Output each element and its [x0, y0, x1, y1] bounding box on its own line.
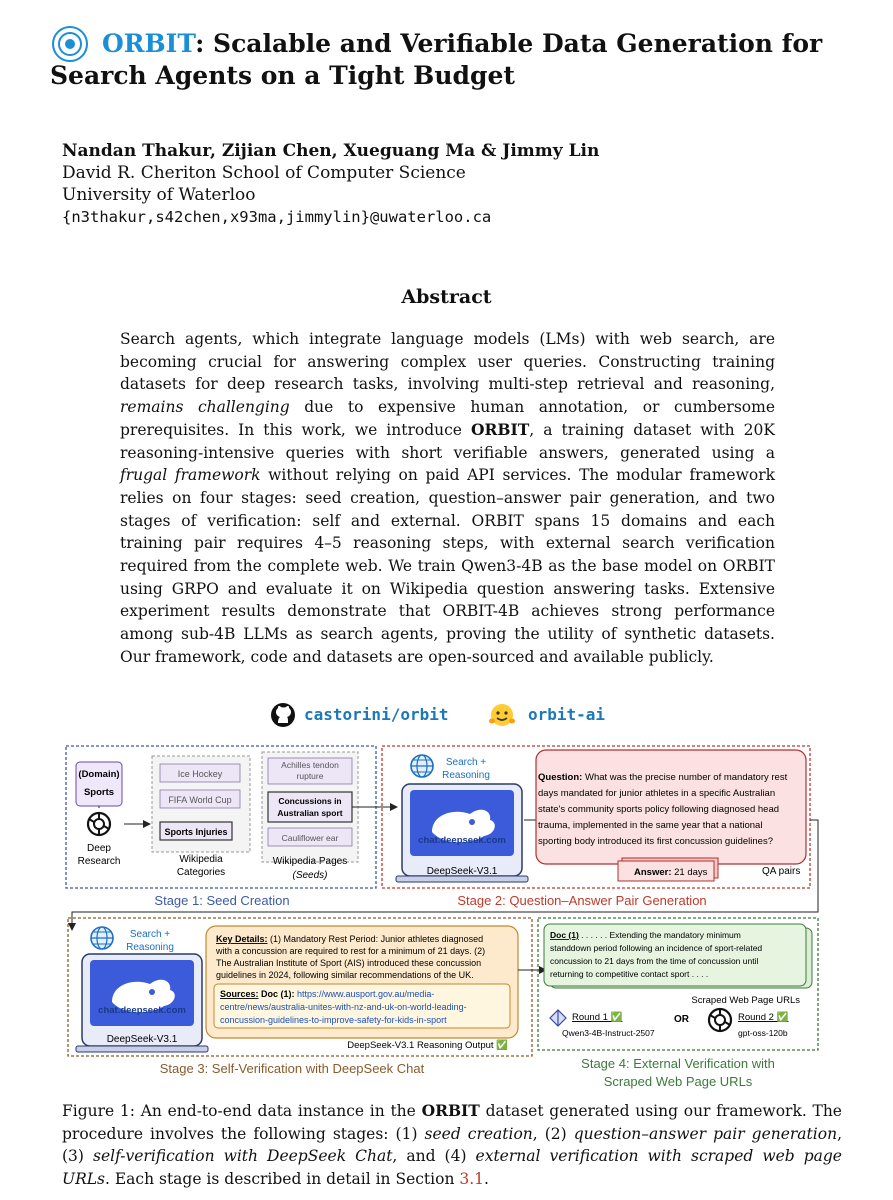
page-3: Cauliflower ear [281, 833, 339, 843]
category-2: FIFA World Cup [168, 795, 232, 805]
page-2b: Australian sport [277, 808, 343, 818]
or-label: OR [674, 1014, 689, 1025]
author-department: David R. Cheriton School of Computer Science [62, 163, 466, 183]
author-university: University of Waterloo [62, 185, 256, 205]
abstract-text: Search agents, which integrate language models (LMs) with web search, are becoming crucial for answering complex user queries. Constructing training datasets for deep research tasks, involving multi-step retrieval and reasoning, [120, 330, 775, 394]
author-block [62, 140, 599, 228]
qa-label: QA pairs [762, 866, 801, 877]
link-row [270, 702, 670, 730]
stage4-label-2: Scraped Web Page URLs [603, 1074, 753, 1089]
abstract-text: without relying on paid API services. The modular framework relies on four stages: seed creation, question–answer pair generation, and two stages of verification: self and external. ORBIT spans 15 domains and each training pair requires 4–5 reasoning steps, with external search verification required from the complete web. We train Qwen3-4B as the base model on ORBIT using GRPO and evaluate it on Wikipedia question answering tasks. Extensive experiment results demonstrate that ORBIT-4B achieves strong performance among sub-4B LLMs as search agents, proving the utility of synthetic datasets. Our framework, code and datasets are open-sourced and available publicly. [120, 466, 775, 666]
search-label-2: Reasoning [126, 942, 174, 953]
deepseek-model: DeepSeek-V3.1 [106, 1034, 178, 1045]
paper-title [50, 28, 850, 92]
caption-emphasis: seed creation [424, 1124, 533, 1143]
round2-label: Round 2 ✅ [738, 1012, 789, 1023]
abstract-text: , a training dataset with 20K reasoning-intensive queries with short verifiable answers, generated using a [120, 420, 775, 462]
caption-text: , and (4) [392, 1147, 476, 1165]
domain-header: (Domain) [78, 769, 120, 780]
openai-icon [88, 813, 110, 835]
category-3: Sports Injuries [164, 827, 228, 837]
abstract-body [120, 328, 775, 669]
github-icon [270, 702, 296, 728]
abstract-bold: ORBIT [470, 419, 530, 439]
abstract-heading: Abstract [401, 286, 492, 308]
page-1a: Achilles tendon [281, 760, 339, 770]
abstract-emphasis: remains challenging [120, 398, 290, 417]
round1-label: Round 1 ✅ [572, 1012, 623, 1023]
title-rest: : Scalable and Verifiable Data Generation for Search Agents on a Tight Budget [50, 29, 823, 90]
globe-icon [411, 755, 433, 777]
doc-line-4: returning to competitive contact sport . . . . [550, 969, 709, 979]
qwen-icon [550, 1010, 566, 1026]
search-label-1: Search + [445, 757, 487, 768]
details-line-1: Key Details: (1) Mandatory Rest Period: Junior athletes diagnosed [216, 934, 484, 944]
author-email: {n3thakur,s42chen,x93ma,jimmylin}@uwaterloo.ca [62, 208, 492, 226]
reasoning-output-label: DeepSeek-V3.1 Reasoning Output ✅ [347, 1040, 508, 1051]
title-highlight: ORBIT [102, 29, 196, 58]
round2-model: gpt-oss-120b [738, 1028, 788, 1038]
figure-caption [62, 1100, 842, 1190]
caption-emphasis: question–answer pair generation [573, 1124, 838, 1143]
stage4-label-1: Stage 4: External Verification with [581, 1056, 775, 1071]
pages-sub: (Seeds) [292, 870, 328, 881]
round1-model: Qwen3-4B-Instruct-2507 [562, 1028, 655, 1038]
section-reference-link[interactable]: 3.1 [459, 1169, 485, 1188]
caption-text: . [484, 1169, 489, 1188]
domain-name: Sports [83, 787, 115, 798]
doc-line-3: concussion to 21 days from the time of concussion until [550, 956, 759, 966]
caption-bold: ORBIT [421, 1101, 480, 1120]
doc-line-2: standdown period following an incidence of sport-related [550, 943, 763, 953]
abstract-text: due to expensive human annotation, or cumbersome prerequisites. In this work, we introduce [120, 398, 776, 439]
stage3-label: Stage 3: Self-Verification with DeepSeek Chat [159, 1061, 425, 1076]
search-label-1: Search + [129, 929, 171, 940]
search-label-2: Reasoning [442, 770, 490, 781]
sources-url-2[interactable]: centre/news/australia-unites-with-nz-and-uk-on-world-leading- [220, 1002, 467, 1012]
huggingface-link[interactable]: orbit-ai [528, 705, 606, 724]
categories-label-1: Wikipedia [179, 854, 223, 865]
question-line-2: days mandated for junior athletes in a specific Australian [538, 788, 776, 799]
question-line-5: sporting body introduced its first concussion guidelines? [538, 836, 773, 847]
details-line-2: with a concussion are required to rest for a minimum of 21 days. (2) [216, 946, 486, 956]
details-line-4: guidelines in 2024, following similar recommendations of the UK. [216, 970, 474, 980]
stage2-label: Stage 2: Question–Answer Pair Generation [457, 893, 707, 908]
globe-icon [91, 927, 113, 949]
openai-icon [709, 1009, 731, 1031]
answer-text: Answer: 21 days [634, 867, 708, 878]
github-link[interactable]: castorini/orbit [304, 705, 449, 724]
pipeline-figure [62, 740, 832, 1095]
caption-text: , (2) [532, 1124, 574, 1143]
caption-text: . Each stage is described in detail in Section [104, 1169, 460, 1188]
deepseek-site: chat.deepseek.com [98, 1005, 186, 1016]
page-2a: Concussions in [278, 796, 342, 806]
pages-label: Wikipedia Pages [272, 856, 348, 867]
caption-text: , (3) [62, 1124, 842, 1165]
caption-emphasis: self-verification with DeepSeek Chat [92, 1147, 393, 1165]
source-line1: Deep [87, 843, 111, 854]
question-line-4: trauma, implemented in the same year that a national [538, 820, 763, 831]
deepseek-site: chat.deepseek.com [418, 835, 506, 846]
deepseek-model: DeepSeek-V3.1 [426, 866, 498, 877]
scraped-label: Scraped Web Page URLs [691, 995, 800, 1006]
caption-text: dataset generated using our framework. The procedure involves the following stages: (1) [62, 1102, 842, 1143]
question-line-3: state's community sports policy following diagnosed head [538, 804, 780, 815]
caption-text: Figure 1: An end-to-end data instance in the [62, 1102, 422, 1120]
abstract-emphasis: frugal framework [120, 466, 261, 485]
doc-line-1: Doc (1) . . . . . . Extending the mandatory minimum [550, 930, 741, 940]
category-1: Ice Hockey [177, 769, 223, 779]
categories-label-2: Categories [176, 867, 226, 878]
question-line-1: Question: What was the precise number of mandatory rest [538, 772, 788, 783]
sources-line-1: Sources: Doc (1): https://www.ausport.gov.au/media- [220, 989, 435, 999]
details-line-3: The Australian Institute of Sport (AIS) introduced these concussion [216, 958, 482, 968]
author-names: Nandan Thakur, Zijian Chen, Xueguang Ma & Jimmy Lin [62, 141, 600, 161]
source-line2: Research [77, 856, 121, 867]
huggingface-icon [488, 702, 516, 728]
stage1-label: Stage 1: Seed Creation [154, 893, 290, 908]
caption-emphasis: external verification with scraped web page URLs [62, 1147, 842, 1188]
sources-url-3[interactable]: concussion-guidelines-to-improve-safety-for-kids-in-sport [220, 1015, 447, 1025]
page-1b: rupture [296, 771, 324, 781]
